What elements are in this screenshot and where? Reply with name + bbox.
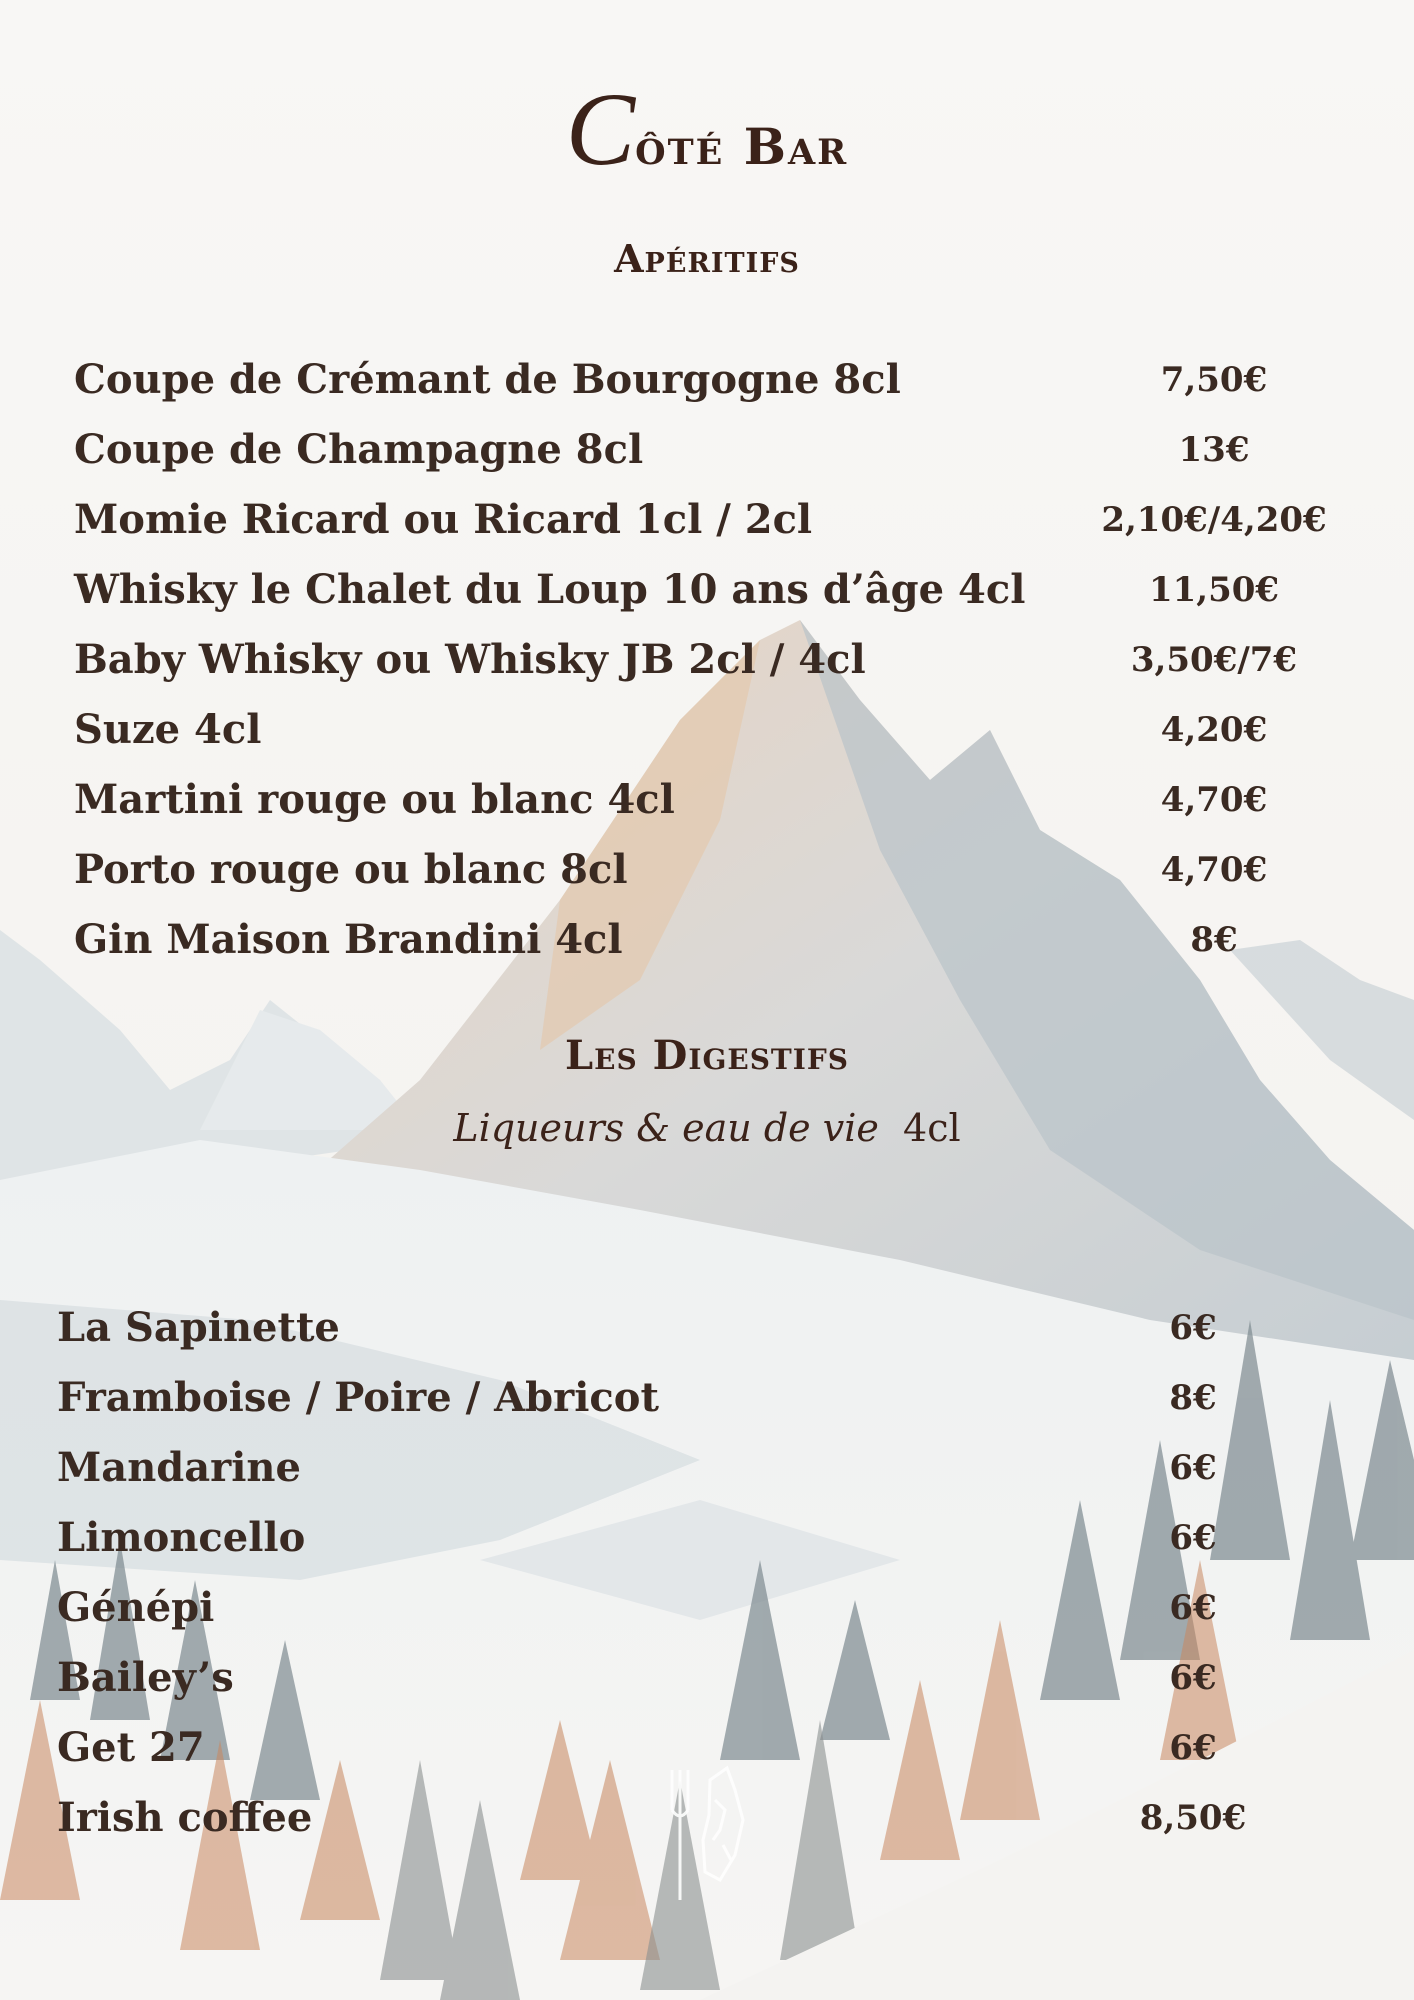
item-name: La Sapinette (57, 1304, 340, 1351)
item-price: 6€ (1169, 1588, 1217, 1628)
digestifs-heading: Les Digestifs (565, 1032, 849, 1079)
aperitif-row (74, 840, 1354, 900)
item-name: Suze 4cl (74, 706, 262, 753)
digestif-row (57, 1508, 1337, 1568)
item-price: 6€ (1169, 1518, 1217, 1558)
digestif-row (57, 1368, 1337, 1428)
item-price: 3,50€/7€ (1130, 640, 1298, 680)
item-price: 6€ (1169, 1658, 1217, 1698)
digestif-row (57, 1648, 1337, 1708)
aperitif-row (74, 770, 1354, 830)
item-name: Framboise / Poire / Abricot (57, 1374, 659, 1421)
aperitif-row (74, 350, 1354, 410)
aperitif-row (74, 910, 1354, 970)
aperitifs-heading: Apéritifs (614, 236, 800, 281)
title-rest: ôté Bar (635, 117, 849, 176)
item-price: 13€ (1178, 430, 1250, 470)
item-price: 7,50€ (1160, 360, 1268, 400)
item-price: 8€ (1190, 920, 1238, 960)
item-name: Génépi (57, 1584, 215, 1631)
item-price: 8,50€ (1139, 1798, 1247, 1838)
aperitif-row (74, 560, 1354, 620)
digestif-row (57, 1298, 1337, 1358)
subheading-text: Liqueurs & eau de vie (453, 1106, 879, 1150)
digestifs-subheading (0, 1106, 1414, 1150)
item-name: Irish coffee (57, 1794, 313, 1841)
title-initial: C (565, 72, 636, 187)
item-price: 11,50€ (1148, 570, 1280, 610)
item-name: Martini rouge ou blanc 4cl (74, 776, 675, 823)
item-name: Mandarine (57, 1444, 301, 1491)
page-title (0, 70, 1414, 189)
item-name: Whisky le Chalet du Loup 10 ans d’âge 4cl (74, 566, 1026, 613)
aperitif-row (74, 700, 1354, 760)
aperitif-row (74, 630, 1354, 690)
item-price: 6€ (1169, 1728, 1217, 1768)
item-price: 2,10€/4,20€ (1101, 500, 1327, 540)
item-name: Gin Maison Brandini 4cl (74, 916, 623, 963)
aperitif-row (74, 490, 1354, 550)
item-price: 4,70€ (1160, 850, 1268, 890)
restaurant-logo-icon (665, 1760, 755, 1910)
item-name: Coupe de Champagne 8cl (74, 426, 644, 473)
item-price: 4,20€ (1160, 710, 1268, 750)
item-price: 6€ (1169, 1308, 1217, 1348)
item-price: 6€ (1169, 1448, 1217, 1488)
item-name: Momie Ricard ou Ricard 1cl / 2cl (74, 496, 813, 543)
item-name: Bailey’s (57, 1654, 234, 1701)
item-price: 4,70€ (1160, 780, 1268, 820)
subheading-volume: 4cl (903, 1106, 961, 1150)
item-name: Coupe de Crémant de Bourgogne 8cl (74, 356, 901, 403)
item-price: 8€ (1169, 1378, 1217, 1418)
aperitif-row (74, 420, 1354, 480)
item-name: Limoncello (57, 1514, 306, 1561)
item-name: Get 27 (57, 1724, 205, 1771)
digestif-row (57, 1438, 1337, 1498)
digestif-row (57, 1578, 1337, 1638)
item-name: Porto rouge ou blanc 8cl (74, 846, 628, 893)
item-name: Baby Whisky ou Whisky JB 2cl / 4cl (74, 636, 866, 683)
